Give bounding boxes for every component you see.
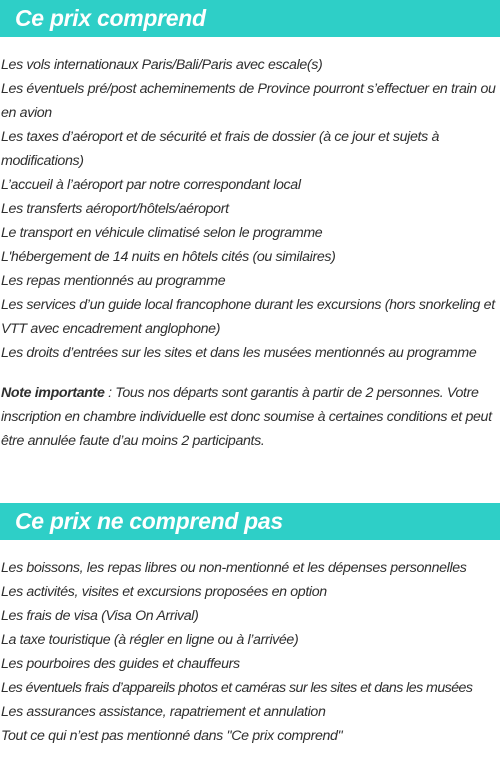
important-note xyxy=(0,381,500,453)
excluded-item: Les éventuels frais d’appareils photos et caméras sur les sites et dans les musées xyxy=(1,680,473,696)
included-list xyxy=(0,53,500,365)
important-note-label: Note importante xyxy=(1,385,105,401)
included-item: Les services d’un guide local francophone durant les excursions (hors snorkeling et VTT avec encadrement anglophone) xyxy=(1,297,495,337)
included-item: L’accueil à l’aéroport par notre correspondant local xyxy=(1,177,301,193)
included-item: Le transport en véhicule climatisé selon le programme xyxy=(1,225,323,241)
excluded-item: Tout ce qui n’est pas mentionné dans "Ce prix comprend" xyxy=(1,728,343,744)
included-item: Les éventuels pré/post acheminements de Province pourront s’effectuer en train ou en avion xyxy=(1,81,496,121)
included-item: Les droits d’entrées sur les sites et dans les musées mentionnés au programme xyxy=(1,345,477,361)
excluded-item: Les boissons, les repas libres ou non-mentionné et les dépenses personnelles xyxy=(1,560,467,576)
included-item: Les taxes d’aéroport et de sécurité et frais de dossier (à ce jour et sujets à modifications) xyxy=(1,129,439,169)
excluded-item: Les pourboires des guides et chauffeurs xyxy=(1,656,240,672)
excluded-list xyxy=(0,556,500,748)
included-item: Les transferts aéroport/hôtels/aéroport xyxy=(1,201,229,217)
included-item: Les repas mentionnés au programme xyxy=(1,273,226,289)
important-note-text: : Tous nos départs sont garantis à partir de 2 personnes. Votre inscription en chambre individuelle est donc soumise à certaines conditions et peut être annulée faute d’au moins 2 participants. xyxy=(1,385,492,449)
excluded-item: Les frais de visa (Visa On Arrival) xyxy=(1,608,199,624)
excluded-section-title: Ce prix ne comprend pas xyxy=(0,503,500,540)
included-item: L'hébergement de 14 nuits en hôtels cités (ou similaires) xyxy=(1,249,336,265)
excluded-item: La taxe touristique (à régler en ligne ou à l’arrivée) xyxy=(1,632,299,648)
excluded-item: Les assurances assistance, rapatriement et annulation xyxy=(1,704,326,720)
included-item: Les vols internationaux Paris/Bali/Paris avec escale(s) xyxy=(1,57,323,73)
excluded-item: Les activités, visites et excursions proposées en option xyxy=(1,584,327,600)
included-section-title: Ce prix comprend xyxy=(0,0,500,37)
